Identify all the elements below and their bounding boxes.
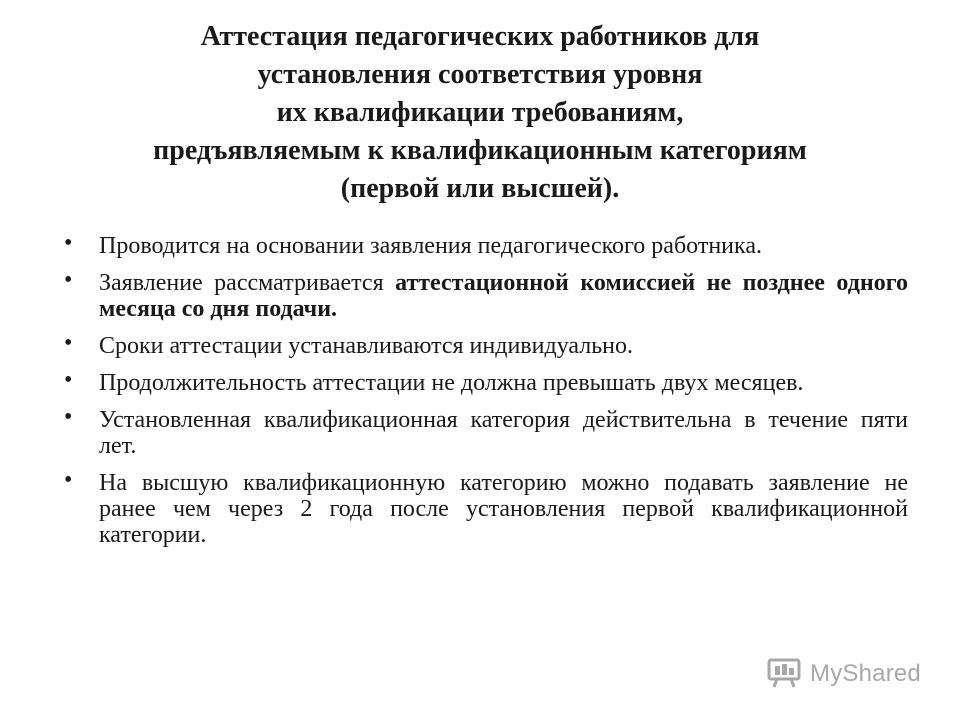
bullet-list	[64, 230, 908, 559]
bullet-item-6	[64, 467, 908, 548]
bullet-item-1	[64, 230, 908, 259]
bullet-dot: •	[64, 267, 73, 293]
bullet-text: Заявление рассматривается	[99, 270, 396, 296]
title-line-3: их квалификации требованиям,	[276, 97, 684, 128]
title-line-4: предъявляемым к квалификационным категориям	[153, 135, 807, 166]
bullet-text: Продолжительность аттестации не должна превышать двух месяцев.	[99, 370, 804, 396]
bullet-dot: •	[64, 467, 73, 493]
watermark-logo	[766, 654, 921, 694]
title-line-2: установления соответствия уровня	[257, 59, 703, 90]
bullet-text: Сроки аттестации устанавливаются индивидуально.	[99, 333, 633, 359]
bullet-text: На высшую квалификационную категорию можно подавать заявление не ранее чем через 2 года после установления первой квалификационной категории.	[99, 470, 908, 548]
bullet-bold-text: аттестационной комиссией не позднее одного месяца со дня подачи.	[99, 270, 908, 322]
bullet-text: Проводится на основании заявления педагогического работника.	[99, 233, 762, 259]
bullet-item-4	[64, 367, 908, 396]
bullet-dot: •	[64, 404, 73, 430]
bullet-text: Установленная квалификационная категория действительна в течение пяти лет.	[99, 407, 908, 459]
bullet-dot: •	[64, 367, 73, 393]
bullet-item-5	[64, 404, 908, 459]
bullet-dot: •	[64, 230, 73, 256]
watermark-text: MyShared	[810, 660, 921, 687]
bullet-item-3	[64, 330, 908, 359]
slide-title	[60, 18, 900, 208]
bullet-item-2	[64, 267, 908, 322]
title-line-5: (первой или высшей).	[340, 173, 620, 204]
presentation-board-icon	[766, 654, 802, 695]
bullet-dot: •	[64, 330, 73, 356]
title-line-1: Аттестация педагогических работников для	[200, 21, 760, 52]
